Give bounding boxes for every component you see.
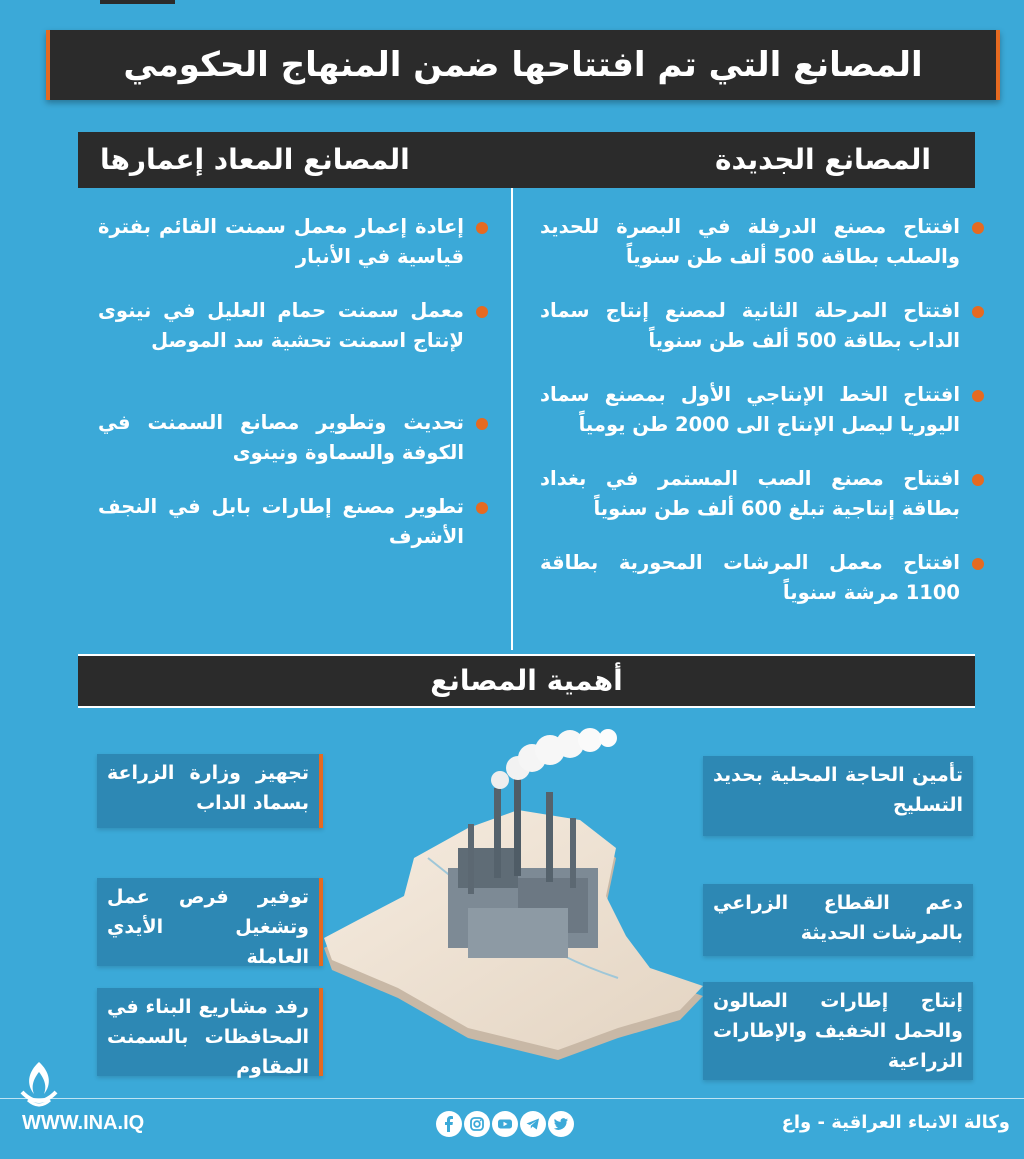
rehab-factory-text: تحديث وتطوير مصانع السمنت في الكوفة والسماوة ونينوى (98, 411, 464, 464)
bullet-dot (972, 222, 984, 234)
bullet-dot (476, 502, 488, 514)
rehab-factory-item (98, 296, 464, 356)
new-factory-text: افتتاح مصنع الدرفلة في البصرة للحديد والصلب بطاقة 500 ألف طن سنوياً (540, 215, 960, 268)
telegram-icon[interactable] (520, 1111, 546, 1137)
new-factory-text: افتتاح مصنع الصب المستمر في بغداد بطاقة إنتاجية تبلغ 600 ألف طن سنوياً (540, 467, 960, 520)
importance-header: أهمية المصانع (430, 664, 623, 697)
bullet-dot (972, 390, 984, 402)
footer-divider (0, 1098, 1024, 1099)
factory-map-illustration (318, 728, 708, 1068)
new-factories-header: المصانع الجديدة (714, 143, 931, 176)
importance-box-right (703, 756, 973, 836)
bullet-dot (972, 306, 984, 318)
new-factory-text: افتتاح معمل المرشات المحورية بطاقة 1100 مرشة سنوياً (540, 551, 960, 604)
bullet-dot (476, 306, 488, 318)
new-factory-text: افتتاح الخط الإنتاجي الأول بمصنع سماد اليوريا ليصل الإنتاج الى 2000 طن يومياً (540, 383, 960, 436)
rehab-factories-header: المصانع المعاد إعمارها (100, 143, 410, 176)
rehab-factory-item (98, 212, 464, 272)
facebook-icon[interactable] (436, 1111, 462, 1137)
bullet-dot (972, 558, 984, 570)
importance-box-left (97, 754, 323, 828)
bullet-dot (476, 222, 488, 234)
bullet-dot (972, 474, 984, 486)
new-factory-item (540, 548, 960, 608)
new-factory-item (540, 380, 960, 440)
importance-text: تجهيز وزارة الزراعة بسماد الداب (107, 762, 309, 814)
new-factory-item (540, 212, 960, 272)
twitter-icon[interactable] (548, 1111, 574, 1137)
rehab-factory-text: إعادة إعمار معمل سمنت القائم بفترة قياسية في الأنبار (98, 215, 464, 268)
ina-logo-icon (14, 1058, 64, 1114)
rehab-factory-text: تطوير مصنع إطارات بابل في النجف الأشرف (98, 495, 464, 548)
importance-text: رفد مشاريع البناء في المحافظات بالسمنت المقاوم (107, 996, 309, 1078)
rehab-factory-item (98, 408, 464, 468)
importance-box-left (97, 878, 323, 966)
top-corner-mark (100, 0, 175, 4)
importance-text: دعم القطاع الزراعي بالمرشات الحديثة (713, 892, 963, 944)
columns-header-bar (78, 132, 975, 188)
rehab-factory-item (98, 492, 464, 552)
rehab-factory-text: معمل سمنت حمام العليل في نينوى لإنتاج اسمنت تحشية سد الموصل (98, 299, 464, 352)
new-factory-item (540, 464, 960, 524)
importance-header-bar (78, 654, 975, 708)
importance-box-right (703, 982, 973, 1080)
title-banner (46, 30, 1000, 100)
importance-box-left (97, 988, 323, 1076)
importance-box-right (703, 884, 973, 956)
column-divider (511, 188, 513, 650)
new-factory-item (540, 296, 960, 356)
new-factory-text: افتتاح المرحلة الثانية لمصنع إنتاج سماد الداب بطاقة 500 ألف طن سنوياً (540, 299, 960, 352)
agency-name: وكالة الانباء العراقية - واع (781, 1112, 1010, 1133)
page-title: المصانع التي تم افتتاحها ضمن المنهاج الحكومي (123, 45, 923, 85)
website-url[interactable]: WWW.INA.IQ (22, 1112, 145, 1134)
importance-text: توفير فرص عمل وتشغيل الأيدي العاملة (107, 886, 309, 968)
instagram-icon[interactable] (464, 1111, 490, 1137)
importance-text: تأمين الحاجة المحلية بحديد التسليح (713, 764, 963, 816)
importance-text: إنتاج إطارات الصالون والحمل الخفيف والإطارات الزراعية (713, 990, 963, 1072)
youtube-icon[interactable] (492, 1111, 518, 1137)
bullet-dot (476, 418, 488, 430)
